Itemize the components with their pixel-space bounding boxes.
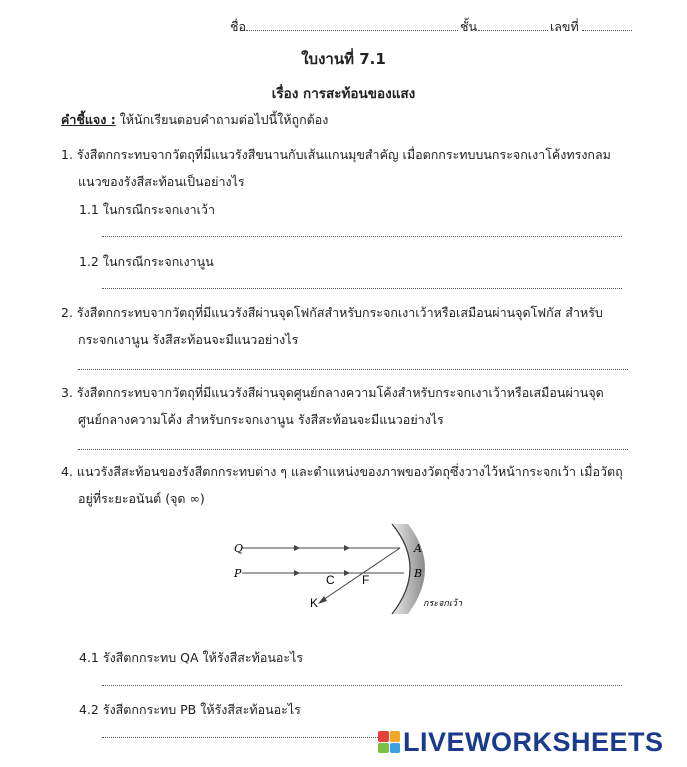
liveworksheets-logo-icon [378, 731, 400, 753]
question-4-1: 4.1 รังสีตกกระทบ QA ให้รังสีสะท้อนอะไร [79, 650, 304, 665]
question-4-line-2: อยู่ที่ระยะอนันต์ (จุด ∞) [78, 491, 205, 506]
number-label: เลขที่ [550, 19, 579, 34]
question-1-2: 1.2 ในกรณีกระจกเงานูน [79, 254, 214, 269]
question-1-line-2: แนวของรังสีสะท้อนเป็นอย่างไร [78, 174, 245, 189]
class-label: ชั้น [460, 19, 478, 34]
answer-line-1-2[interactable] [102, 288, 622, 289]
question-1-1: 1.1 ในกรณีกระจกเงาเว้า [79, 202, 215, 217]
label-a: A [414, 542, 422, 555]
logo-square-orange [390, 731, 401, 742]
label-k: K [310, 596, 319, 610]
name-blank[interactable] [246, 30, 458, 31]
name-label: ชื่อ [230, 19, 246, 34]
ray-pb-arrow-1 [294, 570, 300, 576]
instruction-text: ให้นักเรียนตอบคำถามต่อไปนี้ให้ถูกต้อง [119, 112, 329, 127]
ray-pb-arrow-2 [344, 570, 350, 576]
label-p: P [234, 567, 242, 580]
label-b: B [414, 567, 423, 580]
question-2-line-1: 2. รังสีตกกระทบจากวัตถุที่มีแนวรังสีผ่านจุดโฟกัสสำหรับกระจกเงาเว้าหรือเสมือนผ่านจุดโฟกัส สำหรับ [61, 305, 603, 320]
ray-qa-arrow-1 [294, 545, 300, 551]
number-blank[interactable] [582, 30, 632, 31]
logo-square-green [378, 743, 389, 754]
question-3-line-2: ศูนย์กลางความโค้ง สำหรับกระจกเงานูน รังสีสะท้อนจะมีแนวอย่างไร [78, 412, 444, 427]
answer-line-4-2[interactable] [102, 737, 378, 738]
logo-square-blue [390, 743, 401, 754]
answer-line-4-1[interactable] [102, 685, 622, 686]
logo-square-red [378, 731, 389, 742]
label-q: Q [234, 542, 244, 555]
page-subtitle: เรื่อง การสะท้อนของแสง [271, 86, 416, 102]
liveworksheets-logo [378, 726, 664, 758]
label-c: C [326, 573, 335, 587]
label-f: F [362, 573, 370, 587]
instruction-label: คำชี้แจง : [61, 112, 116, 127]
question-1-line-1: 1. รังสีตกกระทบจากวัตถุที่มีแนวรังสีขนานกับเส้นแกนมุขสำคัญ เมื่อตกกระทบบนกระจกเงาโค้งทรงกลม [61, 147, 611, 162]
ray-reflected-k-arrow [318, 596, 327, 604]
concave-mirror-diagram [232, 522, 480, 618]
page-title: ใบงานที่ 7.1 [301, 50, 386, 68]
question-4-line-1: 4. แนวรังสีสะท้อนของรังสีตกกระทบต่าง ๆ และตำแหน่งของภาพของวัตถุซึ่งวางไว้หน้ากระจกเว้า เมื่อวัตถุ [61, 464, 623, 479]
liveworksheets-logo-text: LIVEWORKSHEETS [403, 726, 664, 757]
instruction [61, 110, 328, 130]
answer-line-2[interactable] [78, 369, 628, 370]
question-2-line-2: กระจกเงานูน รังสีสะท้อนจะมีแนวอย่างไร [78, 332, 299, 347]
answer-line-3[interactable] [78, 449, 628, 450]
question-4-2: 4.2 รังสีตกกระทบ PB ให้รังสีสะท้อนอะไร [79, 702, 301, 717]
class-blank[interactable] [478, 30, 548, 31]
ray-qa-arrow-2 [344, 545, 350, 551]
question-3-line-1: 3. รังสีตกกระทบจากวัตถุที่มีแนวรังสีผ่านจุดศูนย์กลางความโค้งสำหรับกระจกเงาเว้าหรือเสมือนผ่านจุด [61, 385, 604, 400]
answer-line-1-1[interactable] [102, 236, 622, 237]
mirror-caption: กระจกเว้า [423, 599, 463, 609]
